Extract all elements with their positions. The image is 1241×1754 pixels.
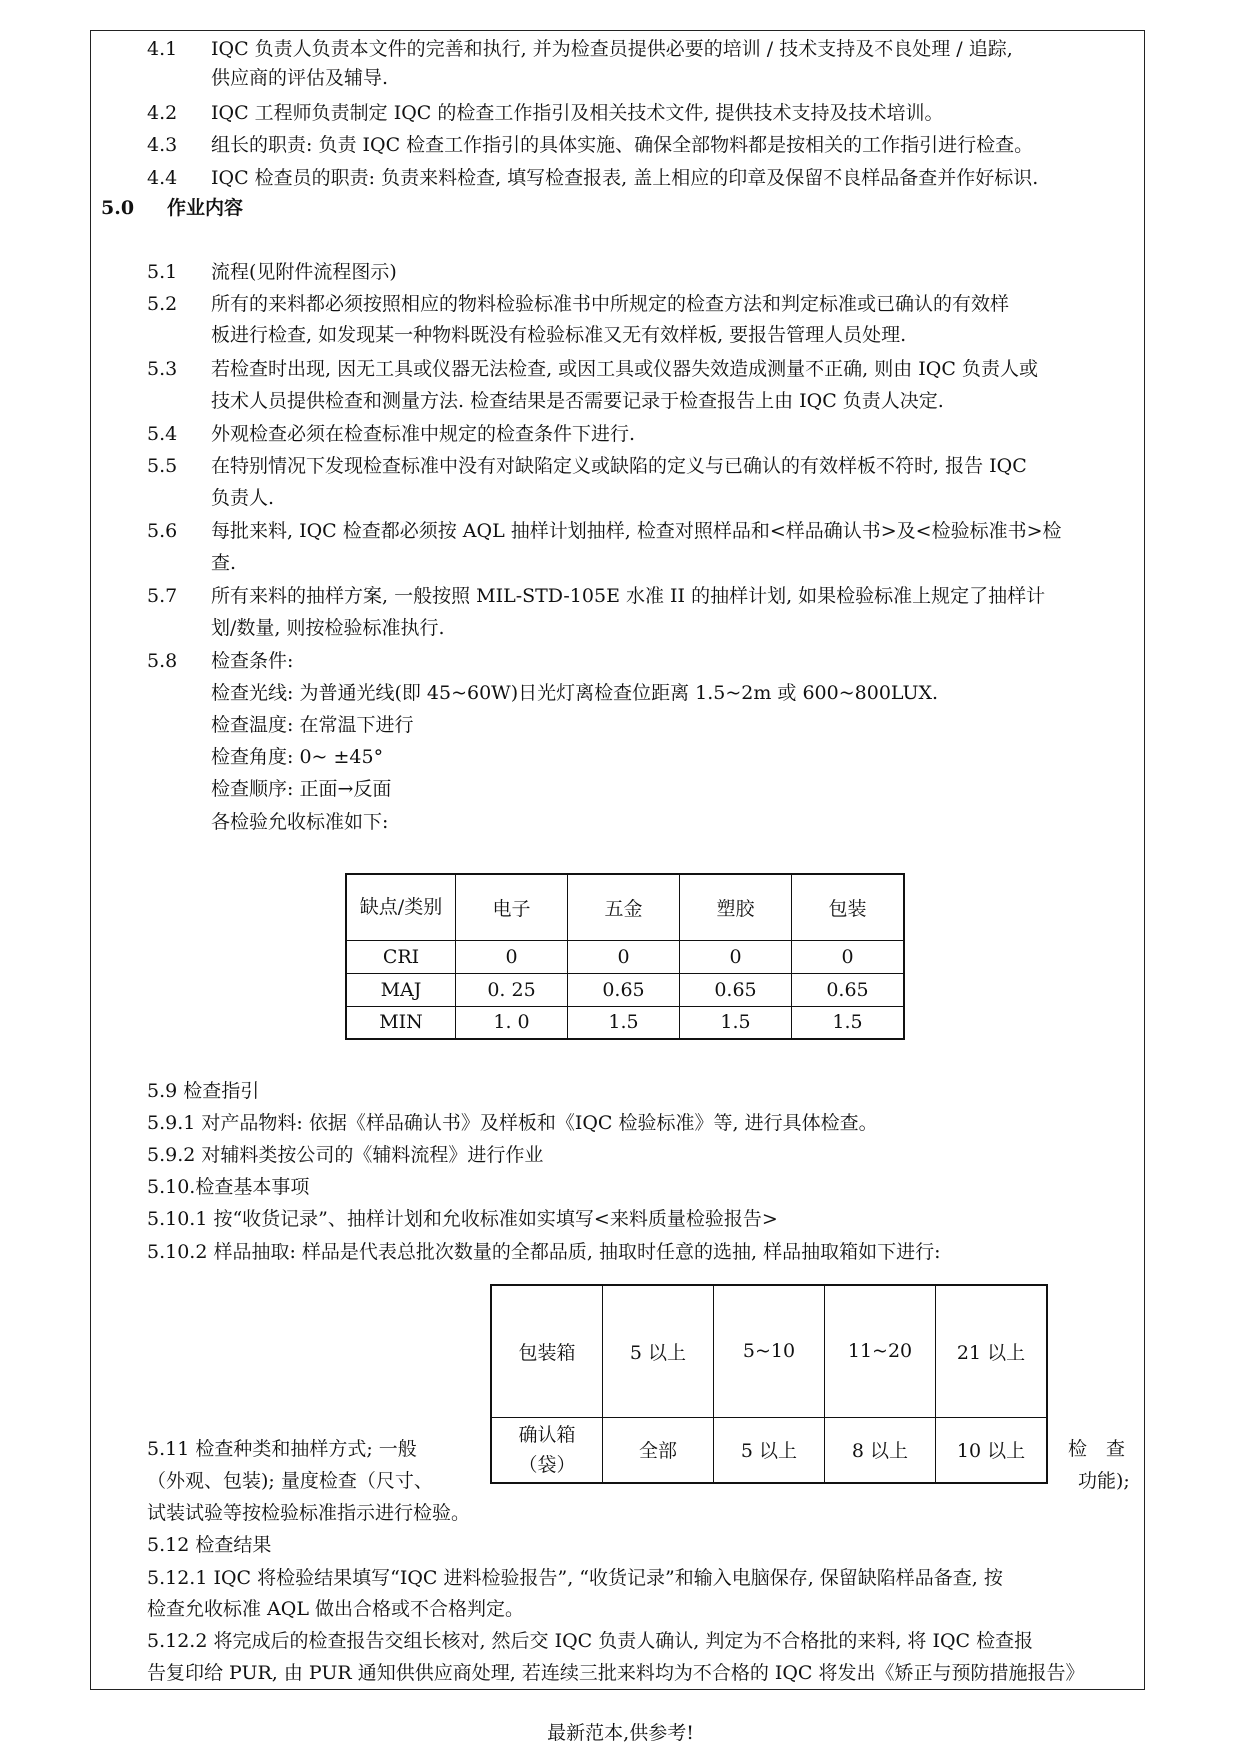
- table-cell: 5 以上: [714, 1417, 825, 1483]
- table-row: [346, 940, 904, 973]
- table-header-cell: 电子: [456, 874, 568, 940]
- item-text: IQC 负责人负责本文件的完善和执行, 并为检查员提供必要的培训 / 技术支持及不良处理 / 追踪,: [211, 38, 1013, 60]
- table-cell: 确认箱（袋）: [491, 1417, 603, 1483]
- item-text: 流程(见附件流程图示): [211, 261, 397, 283]
- item-number: 5.5: [147, 455, 178, 477]
- table-row: [346, 1006, 904, 1039]
- item-text: 各检验允收标准如下:: [211, 811, 389, 833]
- guide-line: 5.10.检查基本事项: [147, 1176, 310, 1198]
- table-header-cell: 缺点/类别: [346, 874, 456, 940]
- item-text: 划/数量, 则按检验标准执行.: [211, 617, 445, 639]
- item-text: 组长的职责: 负责 IQC 检查工作指引的具体实施、确保全部物料都是按相关的工作指引进行检查。: [211, 134, 1034, 156]
- item-number: 4.1: [147, 38, 178, 60]
- table-cell: MAJ: [346, 973, 456, 1006]
- table-cell: 1.5: [680, 1006, 792, 1039]
- table-cell: 0.65: [680, 973, 792, 1006]
- table-cell: 10 以上: [936, 1417, 1048, 1483]
- table-cell: 21 以上: [936, 1285, 1048, 1417]
- table-cell: 0: [680, 940, 792, 973]
- table-header-row: [346, 874, 904, 940]
- result-line: 告复印给 PUR, 由 PUR 通知供供应商处理, 若连续三批来料均为不合格的 IQC 将发出《矫正与预防措施报告》: [147, 1662, 1085, 1684]
- result-line: 5.12 检查结果: [147, 1534, 272, 1556]
- table-cell: 0: [568, 940, 680, 973]
- table-cell: MIN: [346, 1006, 456, 1039]
- item-text: 检查光线: 为普通光线(即 45~60W)日光灯离检查位距离 1.5~2m 或 600~800LUX.: [211, 682, 939, 704]
- item-text: 每批来料, IQC 检查都必须按 AQL 抽样计划抽样, 检查对照样品和<样品确认书>及<检验标准书>检: [211, 520, 1062, 542]
- item-number: 5.7: [147, 585, 178, 607]
- item-text: 技术人员提供检查和测量方法. 检查结果是否需要记录于检查报告上由 IQC 负责人决定.: [211, 390, 944, 412]
- page-footer: 最新范本,供参考!: [547, 1722, 694, 1744]
- table-cell: 0.65: [792, 973, 905, 1006]
- table-row: [346, 973, 904, 1006]
- guide-line: 5.9.1 对产品物料: 依据《样品确认书》及样板和《IQC 检验标准》等, 进行具体检查。: [147, 1112, 878, 1134]
- item-text: 所有来料的抽样方案, 一般按照 MIL-STD-105E 水准 II 的抽样计划, 如果检验标准上规定了抽样计: [211, 585, 1046, 607]
- item-text: 负责人.: [211, 487, 275, 509]
- s511-line: 功能);: [1078, 1470, 1130, 1492]
- section-number: 5.0: [101, 197, 135, 219]
- guide-line: 5.9.2 对辅料类按公司的《辅料流程》进行作业: [147, 1144, 544, 1166]
- table-cell: 0: [456, 940, 568, 973]
- item-text: 在特别情况下发现检查标准中没有对缺陷定义或缺陷的定义与已确认的有效样板不符时, 报告 IQC: [211, 455, 1027, 477]
- item-number: 5.4: [147, 423, 178, 445]
- item-text: 所有的来料都必须按照相应的物料检验标准书中所规定的检查方法和判定标准或已确认的有效样: [211, 293, 1010, 315]
- table-cell: 1.5: [568, 1006, 680, 1039]
- table-header-cell: 包装: [792, 874, 905, 940]
- s511-line: 5.11 检查种类和抽样方式; 一般: [147, 1438, 417, 1460]
- item-number: 5.3: [147, 358, 178, 380]
- item-number: 5.6: [147, 520, 178, 542]
- item-number: 5.1: [147, 261, 178, 283]
- item-text: 外观检查必须在检查标准中规定的检查条件下进行.: [211, 423, 636, 445]
- table-cell: 1.5: [792, 1006, 905, 1039]
- s511-line: 检 查: [1068, 1438, 1126, 1460]
- guide-line: 5.9 检查指引: [147, 1080, 260, 1102]
- table-cell: 11~20: [825, 1285, 936, 1417]
- table-cell: 8 以上: [825, 1417, 936, 1483]
- guide-line: 5.10.2 样品抽取: 样品是代表总批次数量的全都品质, 抽取时任意的选抽, 样品抽取箱如下进行:: [147, 1241, 941, 1263]
- s511-line: 试装试验等按检验标准指示进行检验。: [147, 1502, 471, 1524]
- item-text: 供应商的评估及辅导.: [211, 67, 389, 89]
- result-line: 5.12.2 将完成后的检查报告交组长核对, 然后交 IQC 负责人确认, 判定为不合格批的来料, 将 IQC 检查报: [147, 1630, 1034, 1652]
- item-number: 5.2: [147, 293, 178, 315]
- item-text: 检查温度: 在常温下进行: [211, 714, 414, 736]
- table-cell: 0. 25: [456, 973, 568, 1006]
- guide-line: 5.10.1 按“收货记录”、抽样计划和允收标准如实填写<来料质量检验报告>: [147, 1208, 778, 1230]
- table-row: [491, 1285, 1047, 1417]
- item-number: 4.2: [147, 102, 178, 124]
- table-cell: CRI: [346, 940, 456, 973]
- result-line: 5.12.1 IQC 将检验结果填写“IQC 进料检验报告”, “收货记录”和输入电脑保存, 保留缺陷样品备查, 按: [147, 1567, 1003, 1589]
- section-title: 作业内容: [167, 197, 244, 219]
- item-text: 检查顺序: 正面→反面: [211, 778, 392, 800]
- table-cell: 包装箱: [491, 1285, 603, 1417]
- table-cell: 5~10: [714, 1285, 825, 1417]
- table-header-cell: 五金: [568, 874, 680, 940]
- sampling-box-table: [490, 1284, 1048, 1484]
- item-text: IQC 检查员的职责: 负责来料检查, 填写检查报表, 盖上相应的印章及保留不良样品备查并作好标识.: [211, 167, 1039, 189]
- table-cell: 1. 0: [456, 1006, 568, 1039]
- item-text: 查.: [211, 552, 237, 574]
- item-text: 板进行检查, 如发现某一种物料既没有检验标准又无有效样板, 要报告管理人员处理.: [211, 324, 907, 346]
- table-row: [491, 1417, 1047, 1483]
- item-number: 5.8: [147, 650, 178, 672]
- table-cell: 0.65: [568, 973, 680, 1006]
- result-line: 检查允收标准 AQL 做出合格或不合格判定。: [147, 1598, 524, 1620]
- table-cell: 5 以上: [603, 1285, 714, 1417]
- item-text: 检查条件:: [211, 650, 294, 672]
- table-header-cell: 塑胶: [680, 874, 792, 940]
- item-number: 4.4: [147, 167, 178, 189]
- item-text: 若检查时出现, 因无工具或仪器无法检查, 或因工具或仪器失效造成测量不正确, 则由 IQC 负责人或: [211, 358, 1038, 380]
- aql-table: [345, 873, 905, 1040]
- s511-line: （外观、包装); 量度检查（尺寸、: [147, 1470, 433, 1492]
- table-cell: 全部: [603, 1417, 714, 1483]
- item-number: 4.3: [147, 134, 178, 156]
- item-text: 检查角度: 0~ ±45°: [211, 746, 384, 768]
- table-cell: 0: [792, 940, 905, 973]
- item-text: IQC 工程师负责制定 IQC 的检查工作指引及相关技术文件, 提供技术支持及技术培训。: [211, 102, 944, 124]
